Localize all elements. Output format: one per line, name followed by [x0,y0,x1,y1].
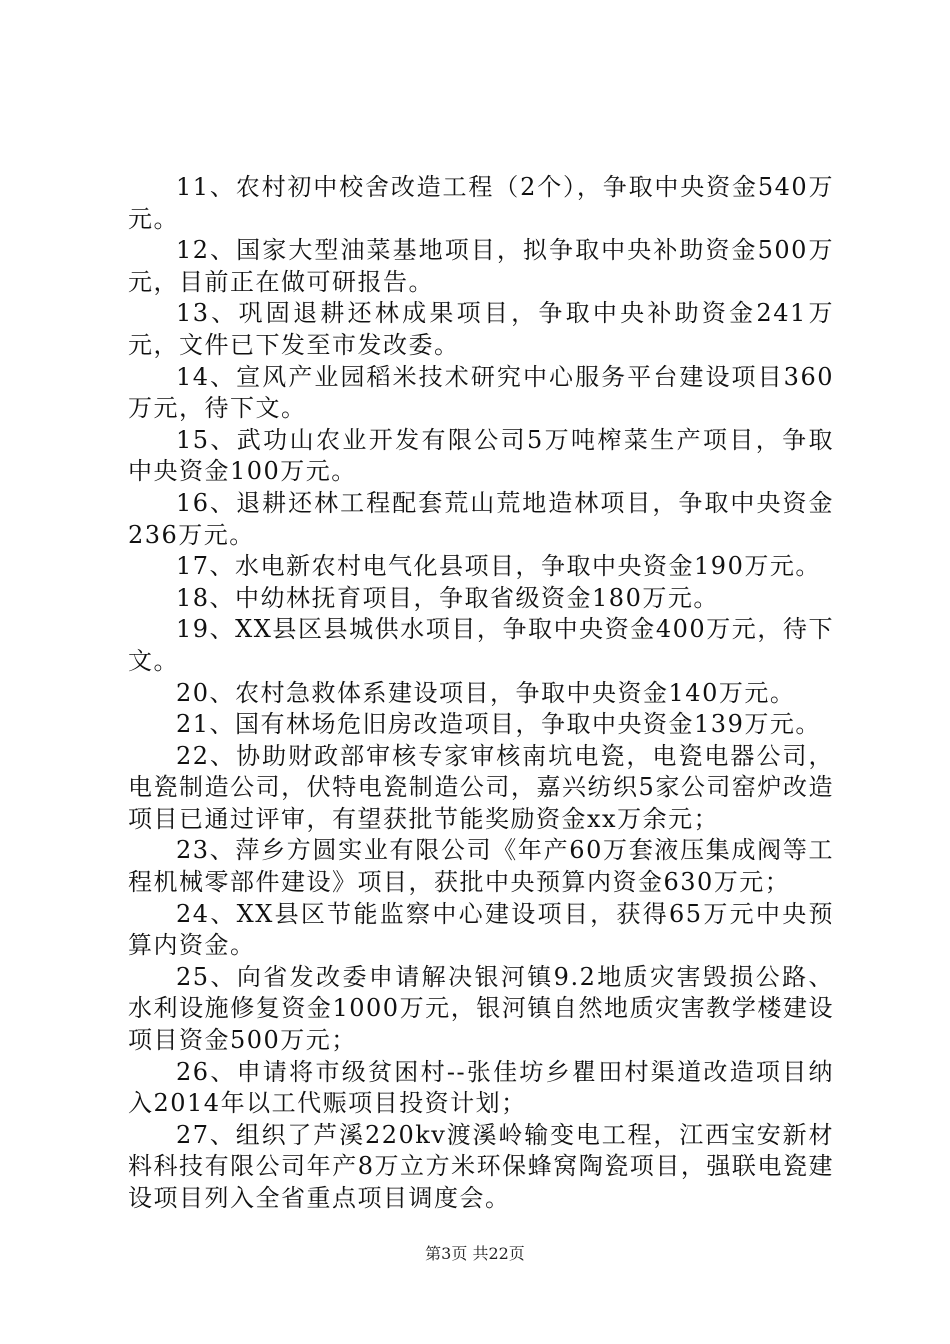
paragraph-item-26: 26、申请将市级贫困村--张佳坊乡瞿田村渠道改造项目纳入2014年以工代赈项目投资计划； [128,1057,834,1118]
document-body [128,172,834,1215]
paragraph-item-21: 21、国有林场危旧房改造项目，争取中央资金139万元。 [176,710,821,739]
paragraph-item-23: 23、萍乡方圆实业有限公司《年产60万套液压集成阀等工程机械零部件建设》项目，获批中央预算内资金630万元； [128,836,834,897]
paragraph-item-22: 22、协助财政部审核专家审核南坑电瓷，电瓷电器公司，电瓷制造公司，伏特电瓷制造公司，嘉兴纺织5家公司窑炉改造项目已通过评审，有望获批节能奖励资金xx万余元； [128,741,834,833]
paragraph-item-17: 17、水电新农村电气化县项目，争取中央资金190万元。 [176,552,821,581]
paragraph-item-12: 12、国家大型油菜基地项目，拟争取中央补助资金500万元，目前正在做可研报告。 [128,236,834,296]
paragraph-item-11: 11、农村初中校舍改造工程（2个），争取中央资金540万元。 [128,173,834,233]
paragraph-item-13: 13、巩固退耕还林成果项目，争取中央补助资金241万元，文件已下发至市发改委。 [128,299,834,359]
paragraph-item-18: 18、中幼林抚育项目，争取省级资金180万元。 [176,583,719,612]
paragraph-item-16: 16、退耕还林工程配套荒山荒地造林项目，争取中央资金236万元。 [128,488,834,549]
paragraph-item-27: 27、组织了芦溪220kv渡溪岭输变电工程，江西宝安新材料科技有限公司年产8万立方米环保蜂窝陶瓷项目，强联电瓷建设项目列入全省重点项目调度会。 [128,1120,834,1212]
paragraph-item-15: 15、武功山农业开发有限公司5万吨榨菜生产项目，争取中央资金100万元。 [128,425,834,486]
paragraph-item-14: 14、宣风产业园稻米技术研究中心服务平台建设项目360万元，待下文。 [128,362,834,423]
paragraph-item-20: 20、农村急救体系建设项目，争取中央资金140万元。 [176,678,796,707]
paragraph-item-25: 25、向省发改委申请解决银河镇9.2地质灾害毁损公路、水利设施修复资金1000万元，银河镇自然地质灾害教学楼建设项目资金500万元； [128,962,834,1055]
paragraph-item-24: 24、XX县区节能监察中心建设项目，获得65万元中央预算内资金。 [128,899,834,960]
page-footer: 第3页 共22页 [425,1244,525,1263]
paragraph-item-19: 19、XX县区县城供水项目，争取中央资金400万元，待下文。 [128,615,834,675]
